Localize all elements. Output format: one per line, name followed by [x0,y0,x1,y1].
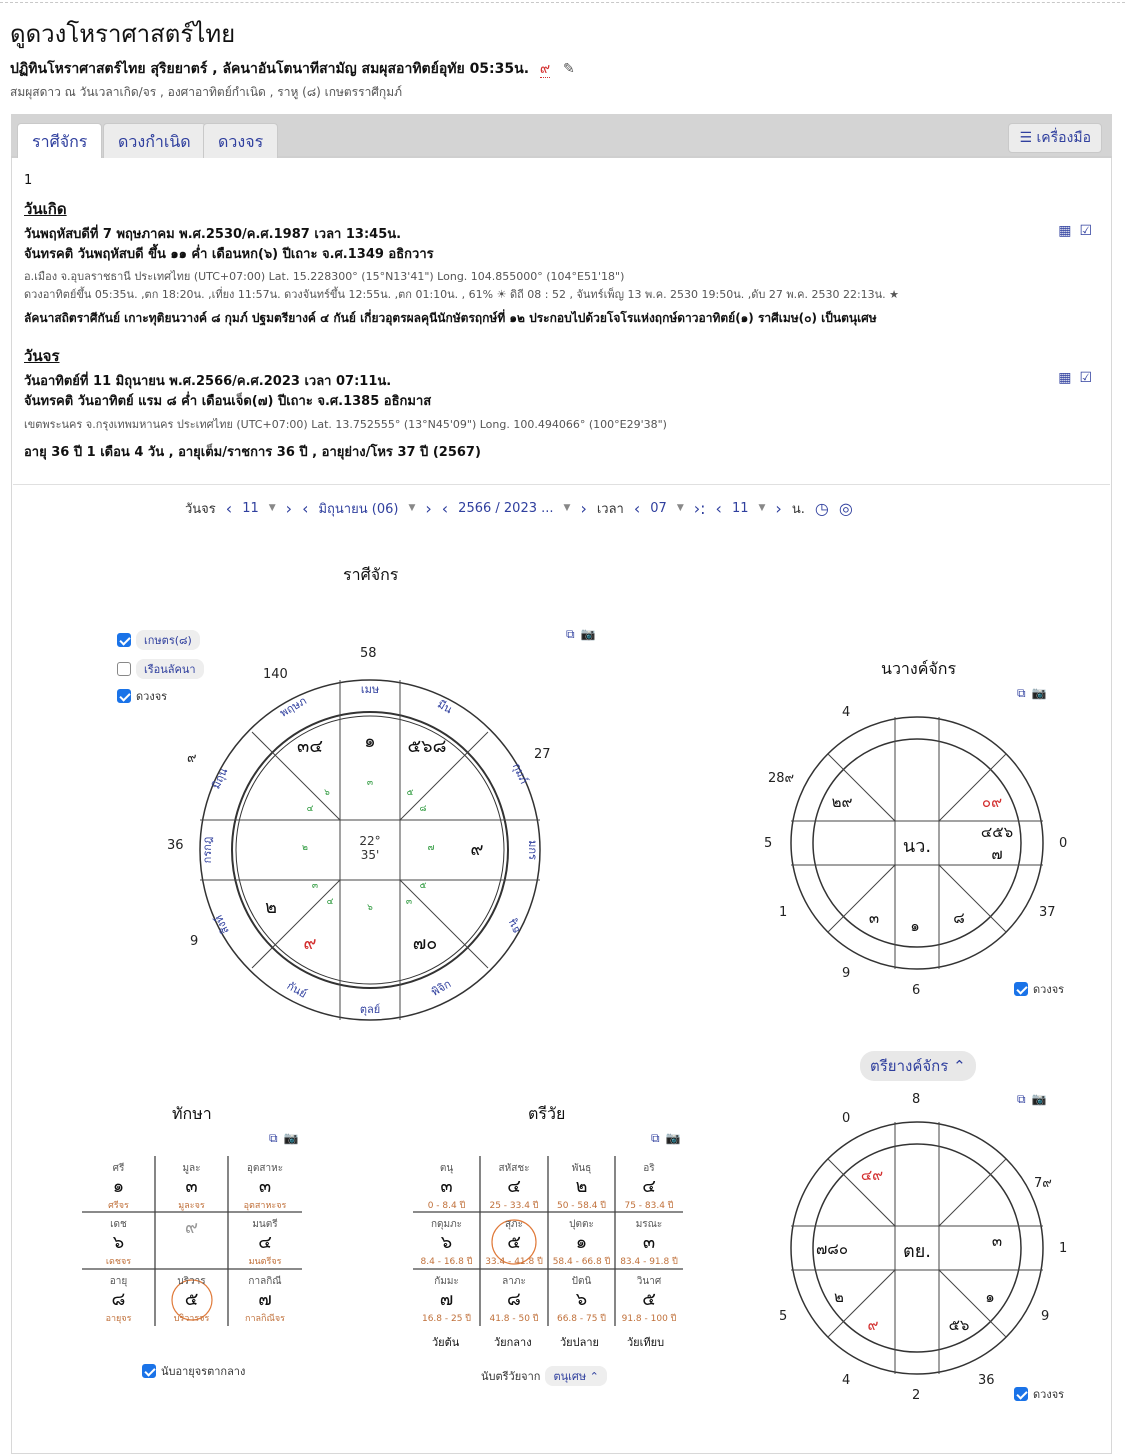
cell-label: มรณะ [635,1219,663,1230]
tools-button[interactable]: ☰ เครื่องมือ [1008,123,1102,153]
day-label: วันจร [185,501,216,517]
taksa-cell [155,1274,228,1325]
cell-number: ๕ [507,1232,521,1253]
cell-label: อริ [643,1163,655,1174]
planet-group: ๗๐ [412,933,438,954]
prev-year-button[interactable]: ‹ [441,498,449,518]
day-select[interactable]: 11 [242,500,259,516]
option-house[interactable] [117,659,204,679]
chevron-down-icon: ▼ [408,503,416,513]
planet-group: ๓ [868,909,880,927]
rasi-outer-number: 140 [263,667,288,682]
sign-label: มีน [435,697,455,717]
cell-label: ลาภะ [502,1276,526,1287]
year-select[interactable]: 2566 / 2023 ... [458,500,554,516]
triyang-outer-number: 5 [779,1309,788,1324]
cell-number: ๖ [575,1289,588,1310]
cell-sub: มนตรีจร [248,1257,282,1267]
age-label: วัยเทียบ [627,1336,665,1349]
inner-number: ๔ [306,804,314,814]
inner-number: ๕ [406,788,414,798]
navang-outer-number: 0 [1059,836,1068,851]
cell-sub: อายุจร [105,1314,132,1324]
subtitle-mark[interactable]: ๙ [539,61,551,77]
cell-label: ตนุ [439,1163,454,1174]
subline: สมผุสดาว ณ วันเวลาเกิด/จร , องศาอาทิตย์กำเนิด , ราหู (๘) เกษตรราศีกุมภ์ [10,85,403,99]
checkbox[interactable] [142,1364,156,1378]
inner-number: ๒ [302,843,308,853]
planet-group: ๒ [265,897,277,918]
transit-heading: วันจร [24,347,60,365]
cell-label: กัมมะ [434,1276,459,1287]
time-unit: น. [791,501,805,517]
tab-bar [11,114,1112,158]
sign-label: มกร [526,840,539,860]
cell-label: มนตรี [252,1219,278,1230]
cell-label: ศรี [112,1163,125,1174]
clock-icon[interactable]: ◷ [814,498,829,518]
cell-number: ๖ [112,1232,125,1253]
rasi-center-degree: 22° [359,834,381,848]
birth-sun-moon: ดวงอาทิตย์ขึ้น 05:35น. ,ตก 18:20น. ,เที่ยง 11:57น. ดวงจันทร์ขึ้น 12:55น. ,ตก 01:10น. , 61% ☀ ดิถี 08 : 52 , จันทร์เพ็ญ 13 พ.ค. 2530 19:50น. ,ดับ 27 พ.ค. 2530 22:13น. ★ [24,288,900,301]
navang-outer-number: 37 [1039,905,1056,920]
cell-sub: 83.4 - 91.8 ปี [620,1257,678,1267]
month-select[interactable]: มิถุนายน (06) [318,501,399,517]
sign-label: พฤษภ [277,694,309,720]
next-minute-button[interactable]: › [775,498,782,518]
cell-sub: 91.8 - 100 ปี [621,1314,677,1324]
cell-number: ๓ [258,1176,272,1197]
sign-label: พิจิก [429,977,454,999]
navang-center: นว. [902,836,932,857]
next-year-button[interactable]: › [580,498,587,518]
birth-date: วันพฤหัสบดีที่ 7 พฤษภาคม พ.ศ.2530/ค.ศ.1987 เวลา 13:45น. [24,227,402,242]
inner-number: ๗ [427,843,435,853]
cell-label: สหัสชะ [498,1163,530,1174]
target-icon[interactable]: ◎ [838,498,853,518]
cell-label: เดช [110,1219,127,1230]
rasi-title: ราศีจักร [343,565,399,584]
planet-group: ๙ [470,839,484,860]
cell-sub: 25 - 33.4 ปี [489,1201,539,1211]
trivai-cell [413,1161,480,1212]
cell-label: กาลกิณี [248,1276,282,1287]
transit-age: อายุ 36 ปี 1 เดือน 4 วัน , อายุเต็ม/ราชการ 36 ปี , อายุย่าง/โหร 37 ปี (2567) [24,445,481,460]
prev-day-button[interactable]: ‹ [225,498,233,518]
cell-number: ๒ [575,1176,588,1197]
birth-heading: วันเกิด [24,200,67,218]
planet-group: ๒๙ [831,793,853,811]
taksa-cell [228,1274,302,1325]
triyang-transit-label: ดวงจร [1033,1388,1065,1401]
cell-number: ๗ [439,1289,454,1310]
transit-calendar-icons[interactable]: ▦☑ [1058,370,1100,386]
navang-title: นวางค์จักร [881,659,957,678]
cell-sub: 16.8 - 25 ปี [421,1314,472,1324]
tab-transit-chart[interactable]: ดวงจร [203,123,278,158]
planet-group: ๙ [867,1316,879,1334]
triyang-outer-number: 8 [912,1092,921,1107]
triyang-outer-number: 4 [842,1373,851,1388]
planet-group: ๔๙ [860,1166,884,1184]
cell-sub: 41.8 - 50 ปี [489,1314,539,1324]
cell-number: ๙ [184,1217,199,1238]
triyang-transit-option[interactable] [1014,1385,1064,1403]
sign-label: กรกฎ [201,836,214,864]
cell-number: ๑ [112,1176,125,1197]
inner-number: ๔ [326,897,334,907]
triyang-outer-number: 7๙ [1034,1176,1052,1191]
kaset-select[interactable]: เกษตร(๘) [136,630,200,650]
rasi-outer-number: 27 [534,747,551,762]
rasi-export-icons[interactable]: ⧉📷 [566,627,602,641]
trivai-cell [480,1274,548,1325]
birth-lunar: จันทรคติ วันพฤหัสบดี ขึ้น ๑๑ ค่ำ เดือนหก(๖) ปีเถาะ จ.ศ.1349 อธิกวาร [24,247,434,262]
cell-label: อายุ [109,1276,128,1287]
triyang-center: ตย. [903,1241,931,1262]
sign-label: สิงห์ [211,912,232,936]
taksa-option[interactable] [142,1362,245,1380]
cell-label: วินาศ [636,1276,662,1287]
cell-number: ๖ [440,1232,453,1253]
navang-export-icons[interactable]: ⧉📷 [1017,686,1053,700]
checkbox[interactable] [1014,982,1028,996]
cell-sub: อุตสาหะจร [243,1201,287,1211]
rasi-outer-number: 9 [190,934,199,949]
taksa-cell [228,1217,302,1268]
checkbox[interactable] [117,662,131,676]
time-label: เวลา [596,501,624,517]
planet-group: ๒ [834,1288,844,1306]
triyang-outer-number: 36 [978,1373,995,1388]
cell-label: กดุมภะ [430,1219,463,1230]
cell-sub: 58.4 - 66.8 ปี [552,1257,611,1267]
checkbox[interactable] [117,633,131,647]
pencil-icon[interactable]: ✎ [563,61,575,77]
next-month-button[interactable]: › [425,498,432,518]
planet-group: ๔๕๖ [980,823,1014,841]
taksa-option-label: นับอายุจรตากลาง [161,1365,246,1378]
trivai-cell [480,1161,548,1212]
sign-label: มิถุน [209,766,231,791]
inner-number: ๕ [419,881,427,891]
birth-calendar-icons[interactable]: ▦☑ [1058,223,1100,239]
triyang-export-icons[interactable]: ⧉📷 [1017,1092,1053,1106]
triyang-selector[interactable]: ตรียางค์จักร ⌃ [860,1051,976,1081]
cell-sub: 75 - 83.4 ปี [624,1201,674,1211]
triyang-title: ตรียางค์จักร [870,1057,949,1075]
count-select[interactable]: ตนุเศษ ⌃ [545,1366,606,1386]
birth-place: อ.เมือง จ.อุบลราชธานี ประเทศไทย (UTC+07:00) Lat. 15.228300° (15°N13'41") Long. 104.855000° (104°E51'18") [24,270,625,283]
cell-sub: กาลกิณีจร [245,1314,285,1324]
top-divider [0,2,1125,3]
sign-label: กันย์ [284,979,309,1001]
trivai-cell [615,1217,683,1268]
planet-group: ๘ [953,909,965,927]
cell-sub: 50 - 58.4 ปี [556,1201,607,1211]
sign-label: เมษ [360,683,380,696]
triyang-outer-number: 9 [1041,1309,1050,1324]
navang-outer-number: 4 [842,705,851,720]
planet-group: ๓ [991,1232,1003,1250]
trivai-count-option [481,1366,607,1386]
cell-label: บริวาร [177,1276,206,1287]
inner-number: ๓ [405,897,413,907]
inner-number: ๓ [366,778,374,788]
trivai-cell [548,1274,615,1325]
taksa-cell [82,1274,155,1325]
cell-number: ๓ [642,1232,656,1253]
cell-number: ๔ [507,1176,521,1197]
cell-number: ๕ [642,1289,656,1310]
inner-number: ๓ [311,881,319,891]
count-value: ตนุเศษ [553,1370,587,1383]
next-hour-button[interactable]: ›: [693,498,706,518]
inner-number: ๖ [367,903,373,913]
house-select[interactable]: เรือนลัคนา [136,659,204,679]
section-divider [13,484,1110,485]
tab-birth-chart[interactable]: ดวงกำเนิด [103,123,206,158]
cell-number: ๘ [111,1289,126,1310]
rasi-outer-number: ๙ [187,751,197,766]
prev-hour-button[interactable]: ‹ [633,498,641,518]
navang-outer-number: 9 [842,966,851,981]
cell-number: ๑ [575,1232,588,1253]
tab-rasi[interactable]: ราศีจักร [17,123,102,158]
navang-transit-option[interactable] [1014,980,1064,998]
chevron-down-icon: ▼ [268,503,276,513]
trivai-cell [615,1274,683,1325]
cell-sub: เดชจร [105,1257,132,1267]
planet-group: ๓๔ [297,736,323,757]
option-kaset[interactable] [117,630,200,650]
cell-number: ๕ [184,1289,199,1310]
checkbox[interactable] [1014,1387,1028,1401]
transit-lunar: จันทรคติ วันอาทิตย์ แรม ๘ ค่ำ เดือนเจ็ด(๗) ปีเถาะ จ.ศ.1385 อธิกมาส [24,394,432,409]
navang-outer-number: 5 [764,836,773,851]
taksa-title: ทักษา [172,1104,212,1123]
count-label: นับตรีวัยจาก [481,1370,541,1383]
inner-number: ๘ [419,804,427,814]
birth-index: 1 [24,173,33,188]
planet-group: ๕๖๘ [407,736,447,757]
taksa-cell [155,1161,228,1212]
transit-date: วันอาทิตย์ที่ 11 มิถุนายน พ.ศ.2566/ค.ศ.2023 เวลา 07:11น. [24,374,392,389]
cell-sub: 33.4 - 41.8 ปี [485,1257,543,1267]
transit-place: เขตพระนคร จ.กรุงเทพมหานคร ประเทศไทย (UTC+07:00) Lat. 13.752555° (13°N45'09") Long. 100.494066° (100°E29'38") [24,418,667,431]
cell-number: ๗ [258,1289,272,1310]
cell-sub: 0 - 8.4 ปี [427,1201,466,1211]
cell-sub: บริวารจร [173,1314,210,1324]
trivai-cell [413,1217,480,1268]
planet-group: ๙ [303,933,317,954]
trivai-cell [480,1217,548,1268]
triyang-outer-number: 1 [1059,1241,1068,1256]
trivai-cell [615,1161,683,1212]
prev-month-button[interactable]: ‹ [302,498,309,518]
planet-group: ๗๘๐ [815,1240,849,1258]
taksa-grid [82,1156,302,1326]
minute-select[interactable]: 11 [731,500,749,516]
next-day-button[interactable]: › [285,498,293,518]
rasi-outer-number: 58 [360,646,377,661]
cell-number: ๓ [440,1176,453,1197]
navang-wheel [787,713,1047,973]
cell-label: สุภะ [504,1219,524,1230]
subtitle [10,58,575,80]
chevron-down-icon: ▼ [758,503,766,513]
age-label: วัยต้น [432,1336,460,1349]
page-title: ดูดวงโหราศาสตร์ไทย [10,20,236,48]
trivai-cell [413,1274,480,1325]
sign-label: ธนู [504,917,523,936]
taksa-cell-center [155,1217,228,1239]
prev-minute-button[interactable]: ‹ [715,498,722,518]
sign-label: กุมภ์ [509,761,531,786]
cell-number: ๔ [258,1232,272,1253]
trivai-cell [548,1161,615,1212]
option-transit[interactable] [117,687,167,705]
planet-group: ๑ [910,917,920,935]
taksa-export-icons[interactable]: ⧉📷 [269,1131,305,1145]
planet-group: ๑ [364,731,376,752]
navang-outer-number: 6 [912,983,921,998]
date-navigator [185,496,853,520]
navang-outer-number: 1 [779,905,788,920]
taksa-cell [82,1161,155,1212]
trivai-title: ตรีวัย [528,1104,566,1123]
chevron-down-icon: ▼ [676,503,684,513]
cell-sub: 66.8 - 75 ปี [556,1314,607,1324]
age-label: วัยปลาย [560,1336,599,1349]
birth-lagna: ลัคนาสถิตราศีกันย์ เกาะทุติยนวางค์ ๘ กุมภ์ ปฐมตรียางค์ ๔ กันย์ เกี่ยวอุตรผลคุนีนักษัตรฤกษ์ที่ ๑๒ ประกอบไปด้วยโจโรแห่งฤกษ์ดาวอาทิตย์(๑) ราศีเมษ(๐) เป็นตนุเศษ [24,311,877,325]
sign-label: ตุลย์ [359,1003,381,1016]
triyang-outer-number: 2 [912,1388,921,1403]
trivai-grid [413,1156,683,1326]
subtitle-text: ปฏิทินโหราศาสตร์ไทย สุริยยาตร์ , ลัคนาอันโตนาทีสามัญ สมผุสอาทิตย์อุทัย 05:35น. [10,61,530,77]
transit-option-label: ดวงจร [136,690,168,703]
cell-number: ๓ [185,1176,198,1197]
taksa-cell [82,1217,155,1268]
cell-label: ปัตนิ [571,1276,592,1287]
cell-label: ปุตตะ [569,1219,594,1230]
navang-outer-number: 28๙ [768,771,795,786]
rasi-wheel [195,675,545,1025]
cell-sub: มูละจร [178,1201,205,1211]
triyang-outer-number: 0 [842,1111,851,1126]
taksa-cell [228,1161,302,1212]
rasi-outer-number: 36 [167,838,184,853]
navang-transit-label: ดวงจร [1033,983,1065,996]
cell-number: ๘ [507,1289,521,1310]
inner-number: ๖ [324,788,330,798]
planet-group: ๑ [985,1288,995,1306]
cell-sub: 8.4 - 16.8 ปี [420,1257,473,1267]
planet-group: ๗ [991,845,1003,863]
age-label: วัยกลาง [494,1336,532,1349]
triyang-wheel [787,1118,1050,1378]
hour-select[interactable]: 07 [650,500,667,516]
cell-label: มูละ [182,1163,201,1174]
chevron-down-icon: ▼ [563,503,571,513]
trivai-cell [548,1217,615,1268]
cell-number: ๔ [642,1176,656,1197]
trivai-export-icons[interactable]: ⧉📷 [651,1131,687,1145]
cell-label: อุตสาหะ [246,1163,284,1174]
cell-sub: ศรีจร [108,1201,129,1211]
planet-group: ๕๖ [948,1316,970,1334]
checkbox[interactable] [117,689,131,703]
rasi-center-minute: 35' [360,848,380,862]
cell-label: พันธุ [571,1163,592,1174]
planet-group: ๐๙ [981,793,1003,811]
